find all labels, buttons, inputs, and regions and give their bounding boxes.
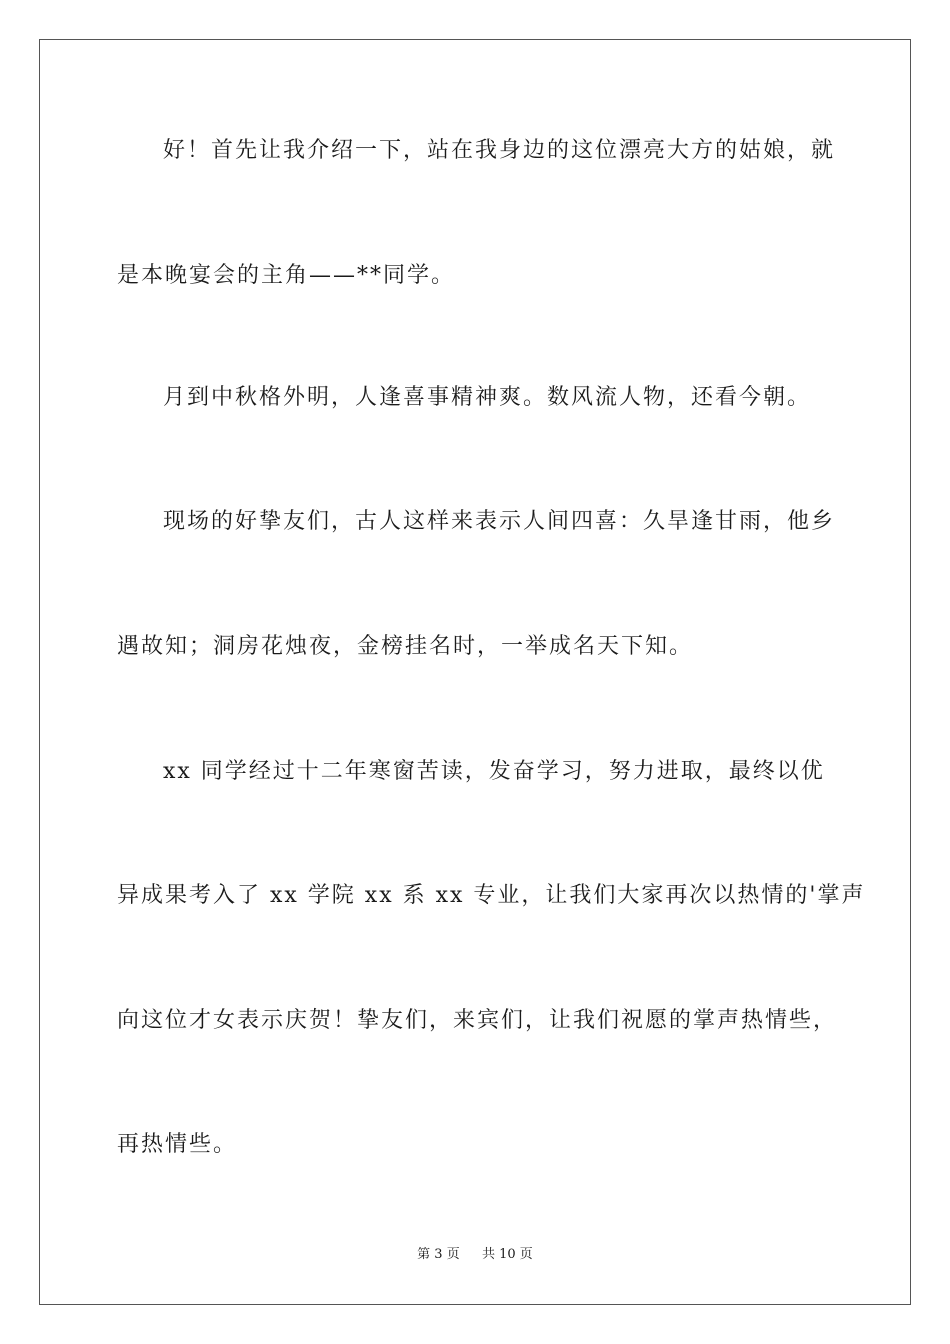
page-total: 共 10 页 (482, 1247, 533, 1262)
paragraph-line: 向这位才女表示庆贺！挚友们，来宾们，让我们祝愿的掌声热情些， (117, 1008, 838, 1033)
page-border (39, 39, 911, 1305)
paragraph-line: 再热情些。 (117, 1132, 238, 1157)
page-number: 第 3 页 (417, 1247, 460, 1262)
paragraph-line: xx 同学经过十二年寒窗苦读，发奋学习，努力进取，最终以优 (163, 759, 825, 784)
paragraph-line: 异成果考入了 xx 学院 xx 系 xx 专业，让我们大家再次以热情的'掌声 (117, 883, 866, 908)
paragraph-line: 遇故知；洞房花烛夜，金榜挂名时，一举成名天下知。 (117, 634, 694, 659)
paragraph-line: 是本晚宴会的主角——**同学。 (117, 263, 456, 288)
page-footer (0, 1246, 950, 1264)
paragraph-line: 月到中秋格外明，人逢喜事精神爽。数风流人物，还看今朝。 (163, 385, 812, 410)
paragraph-line: 现场的好挚友们，古人这样来表示人间四喜：久旱逢甘雨，他乡 (163, 509, 836, 534)
paragraph-line: 好！首先让我介绍一下，站在我身边的这位漂亮大方的姑娘，就 (163, 138, 836, 163)
